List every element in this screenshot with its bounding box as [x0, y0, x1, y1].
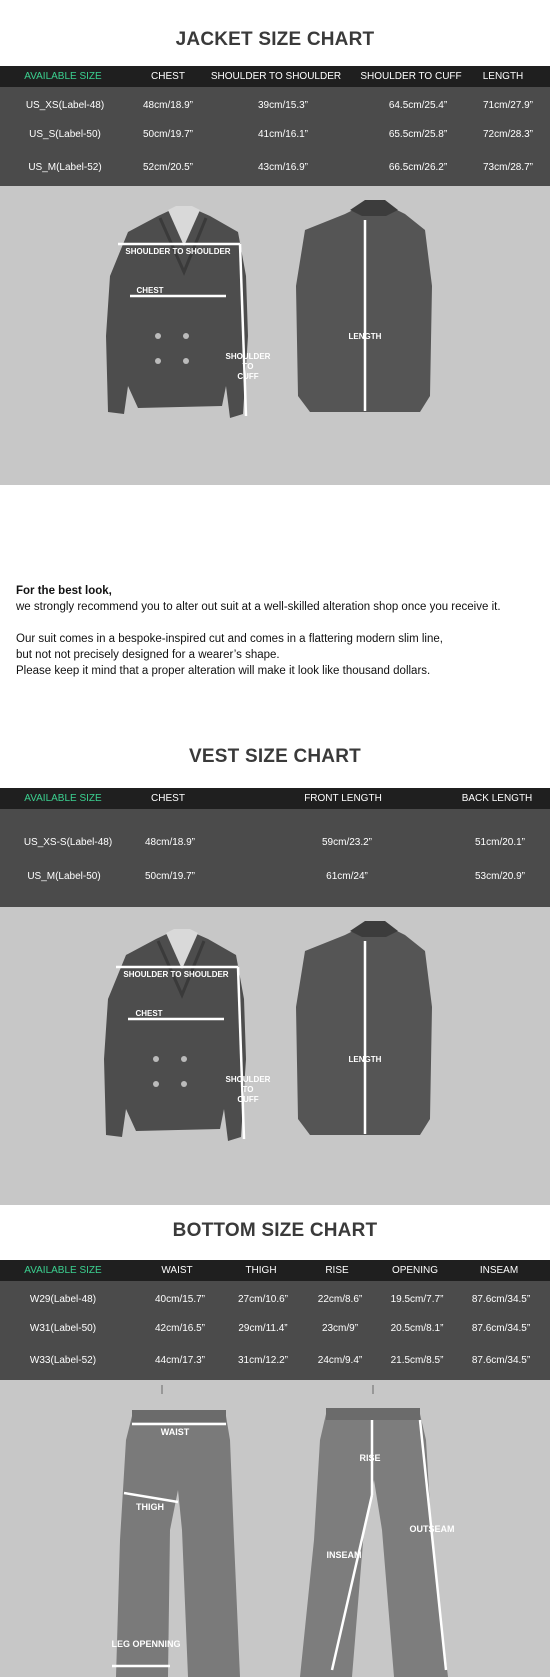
- waist-label: WAIST: [160, 1427, 190, 1437]
- jacket-measurement-figure: [0, 186, 550, 485]
- cell-size: US_M(Label-52): [28, 162, 102, 173]
- table-row: [0, 1290, 550, 1310]
- note-line-3: but not not precisely designed for a wearer’s shape.: [16, 649, 280, 661]
- bottom-chart-title: BOTTOM SIZE CHART: [172, 1220, 378, 1241]
- header-length: LENGTH: [482, 71, 524, 82]
- cell-size: US_XS(Label-48): [25, 100, 105, 111]
- header-chest: CHEST: [151, 71, 185, 82]
- inseam-label: INSEAM: [326, 1550, 362, 1560]
- table-row: [0, 96, 550, 116]
- header-waist: WAIST: [161, 1265, 193, 1276]
- header-inseam: INSEAM: [479, 1265, 519, 1276]
- cell-inseam: 87.6cm/34.5”: [471, 1355, 531, 1366]
- cell-opening: 20.5cm/8.1”: [390, 1323, 444, 1334]
- cell-size: US_M(Label-50): [27, 871, 101, 882]
- shoulder-to-shoulder-label: SHOULDER TO SHOULDER: [125, 247, 231, 256]
- cuff-label-line2: TO: [242, 362, 254, 371]
- cell-cuff: 64.5cm/25.4”: [388, 100, 448, 111]
- header-shoulder-to-cuff: SHOULDER TO CUFF: [360, 71, 462, 82]
- cell-shoulder: 41cm/16.1”: [257, 129, 309, 140]
- cell-size: US_S(Label-50): [29, 129, 101, 140]
- cell-length: 72cm/28.3”: [482, 129, 534, 140]
- vest-measurement-figure: [0, 907, 550, 1205]
- cell-rise: 23cm/9”: [321, 1323, 359, 1334]
- cell-front-length: 61cm/24”: [326, 871, 368, 882]
- cell-back-length: 53cm/20.9”: [474, 871, 526, 882]
- cell-opening: 21.5cm/8.5”: [390, 1355, 444, 1366]
- jacket-table-header: [0, 66, 550, 87]
- chest-label: CHEST: [136, 286, 164, 295]
- cuff-label-line3: CUFF: [237, 1095, 259, 1104]
- cell-front-length: 59cm/23.2”: [321, 837, 373, 848]
- jacket-illustration: [0, 186, 550, 485]
- cell-inseam: 87.6cm/34.5”: [471, 1323, 531, 1334]
- cuff-label-line3: CUFF: [237, 372, 259, 381]
- header-thigh: THIGH: [245, 1265, 277, 1276]
- cell-size: W31(Label-50): [29, 1323, 97, 1334]
- cell-cuff: 65.5cm/25.8”: [388, 129, 448, 140]
- length-label: LENGTH: [348, 332, 382, 341]
- cell-thigh: 29cm/11.4”: [238, 1323, 288, 1334]
- cell-size: W29(Label-48): [29, 1294, 97, 1305]
- cell-chest: 50cm/19.7”: [142, 129, 194, 140]
- header-opening: OPENING: [391, 1265, 439, 1276]
- table-row: [0, 1319, 550, 1339]
- cell-chest: 48cm/18.9”: [142, 100, 194, 111]
- cuff-label-line2: TO: [242, 1085, 254, 1094]
- length-label: LENGTH: [348, 1055, 382, 1064]
- cell-waist: 42cm/16.5”: [154, 1323, 206, 1334]
- chest-label: CHEST: [135, 1009, 163, 1018]
- vest-illustration: [0, 907, 550, 1205]
- bottom-table-header: [0, 1260, 550, 1281]
- cell-size: US_XS-S(Label-48): [23, 837, 113, 848]
- cell-length: 73cm/28.7”: [482, 162, 534, 173]
- cell-rise: 22cm/8.6”: [317, 1294, 363, 1305]
- cell-chest: 50cm/19.7”: [144, 871, 196, 882]
- cell-chest: 48cm/18.9”: [144, 837, 196, 848]
- cell-chest: 52cm/20.5”: [142, 162, 194, 173]
- cell-waist: 40cm/15.7”: [154, 1294, 206, 1305]
- note-heading: For the best look,: [16, 585, 112, 597]
- bottom-measurement-figure: [0, 1380, 550, 1677]
- cell-size: W33(Label-52): [29, 1355, 97, 1366]
- cell-shoulder: 39cm/15.3”: [257, 100, 309, 111]
- outseam-label: OUTSEAM: [409, 1524, 455, 1534]
- table-row: [0, 125, 550, 145]
- header-back-length: BACK LENGTH: [461, 793, 533, 804]
- jacket-chart-title: JACKET SIZE CHART: [175, 29, 375, 50]
- rise-label: RISE: [359, 1453, 381, 1463]
- header-available-size: AVAILABLE SIZE: [24, 793, 102, 804]
- alteration-note: [16, 583, 541, 679]
- cell-thigh: 27cm/10.6”: [237, 1294, 289, 1305]
- header-front-length: FRONT LENGTH: [304, 793, 382, 804]
- header-shoulder-to-shoulder: SHOULDER TO SHOULDER: [210, 71, 342, 82]
- table-row: [0, 867, 550, 887]
- cuff-label-line1: SHOULDER: [225, 1075, 271, 1084]
- cell-opening: 19.5cm/7.7”: [390, 1294, 444, 1305]
- cell-back-length: 51cm/20.1”: [474, 837, 526, 848]
- header-available-size: AVAILABLE SIZE: [24, 1265, 102, 1276]
- cell-waist: 44cm/17.3”: [154, 1355, 206, 1366]
- cell-cuff: 66.5cm/26.2”: [388, 162, 448, 173]
- vest-table-header: [0, 788, 550, 809]
- cell-shoulder: 43cm/16.9”: [257, 162, 309, 173]
- leg-opening-label: LEG OPENNING: [111, 1639, 181, 1649]
- table-row: [0, 158, 550, 178]
- jacket-front-image: [104, 929, 246, 1141]
- cell-inseam: 87.6cm/34.5”: [471, 1294, 531, 1305]
- table-row: [0, 833, 550, 853]
- thigh-label: THIGH: [136, 1502, 164, 1512]
- cell-length: 71cm/27.9”: [482, 100, 534, 111]
- cell-thigh: 31cm/12.2”: [237, 1355, 289, 1366]
- cell-rise: 24cm/9.4”: [317, 1355, 363, 1366]
- vest-table-body: [0, 809, 550, 907]
- shoulder-to-shoulder-label: SHOULDER TO SHOULDER: [123, 970, 229, 979]
- note-line-4: Please keep it mind that a proper alteration will make it look like thousand dollars.: [16, 665, 431, 677]
- table-row: [0, 1351, 550, 1371]
- trousers-illustration: [0, 1380, 550, 1677]
- cuff-label-line1: SHOULDER: [225, 352, 271, 361]
- vest-chart-title: VEST SIZE CHART: [189, 746, 361, 767]
- jacket-table-body: [0, 87, 550, 186]
- note-line-1: we strongly recommend you to alter out suit at a well-skilled alteration shop once you receive it.: [16, 601, 501, 613]
- header-available-size: AVAILABLE SIZE: [24, 71, 102, 82]
- bottom-table-body: [0, 1281, 550, 1380]
- jacket-front-image: [106, 206, 248, 418]
- header-rise: RISE: [325, 1265, 349, 1276]
- note-line-2: Our suit comes in a bespoke-inspired cut and comes in a flattering modern slim line,: [16, 633, 443, 645]
- header-chest: CHEST: [151, 793, 185, 804]
